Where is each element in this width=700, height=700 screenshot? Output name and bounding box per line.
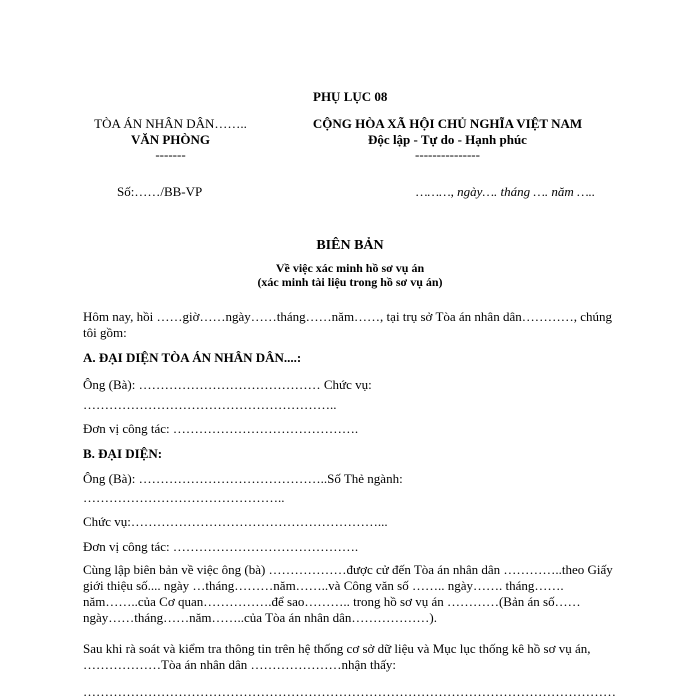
body-paragraph-1: Cùng lập biên bản về việc ông (bà) ………………được cử đến Tòa án nhân dân …………..theo Giấy giới thiệu số.... ngày …tháng………năm……..và Công văn số …….. ngày……. tháng……. năm……..của Cơ quan…………….để sao……….. trong hồ sơ vụ án …………(Bản án số……ngày……tháng……năm……..của Tòa án nhân dân………………). bbox=[83, 562, 613, 625]
section-b-position: Chức vụ:…………………………………………………... bbox=[83, 514, 388, 529]
section-a-person: Ông (Bà): …………………………………… Chức vụ: bbox=[83, 377, 372, 392]
dotted-line: …………………………………………………………………………………………………………… bbox=[83, 684, 616, 699]
doc-title-block bbox=[150, 238, 550, 290]
doc-subtitle-2: (xác minh tài liệu trong hồ sơ vụ án) bbox=[257, 275, 443, 290]
section-b-person: Ông (Bà): ……………………………………..Số Thẻ ngành: bbox=[83, 471, 403, 486]
court-name: TÒA ÁN NHÂN DÂN…….. bbox=[94, 116, 247, 131]
document-number: Số:……/BB-VP bbox=[117, 184, 203, 199]
section-a-position: ………………………………………………….. bbox=[83, 397, 337, 412]
doc-title: BIÊN BẢN bbox=[316, 238, 384, 253]
right-divider: --------------- bbox=[415, 147, 480, 163]
document-date: ………, ngày…. tháng …. năm ….. bbox=[416, 184, 596, 199]
section-a-unit: Đơn vị công tác: ……………………………………. bbox=[83, 421, 359, 436]
left-header bbox=[68, 116, 273, 163]
left-divider: ------- bbox=[155, 147, 186, 163]
section-b-unit: Đơn vị công tác: ……………………………………. bbox=[83, 539, 359, 554]
section-a-heading: A. ĐẠI DIỆN TÒA ÁN NHÂN DÂN....: bbox=[83, 350, 302, 365]
right-header bbox=[270, 116, 625, 163]
section-b-dots: ……………………………………….. bbox=[83, 490, 285, 505]
republic-title: CỘNG HÒA XÃ HỘI CHỦ NGHĨA VIỆT NAM bbox=[312, 116, 583, 131]
intro-paragraph: Hôm nay, hồi ……giờ……ngày……tháng……năm……, tại trụ sở Tòa án nhân dân…………, chúng tôi gồm: bbox=[83, 309, 612, 340]
doc-subtitle-1: Về việc xác minh hồ sơ vụ án bbox=[275, 260, 425, 275]
motto: Độc lập - Tự do - Hạnh phúc bbox=[368, 131, 527, 147]
body-paragraph-2: Sau khi rà soát và kiểm tra thông tin trên hệ thống cơ sở dữ liệu và Mục lục thống kê hồ sơ vụ án, ………………Tòa án nhân dân …………………nhận thấy: bbox=[83, 641, 591, 672]
section-b-heading: B. ĐẠI DIỆN: bbox=[83, 446, 163, 461]
appendix-label: PHỤ LỤC 08 bbox=[313, 89, 388, 104]
office-name: VĂN PHÒNG bbox=[130, 131, 211, 147]
